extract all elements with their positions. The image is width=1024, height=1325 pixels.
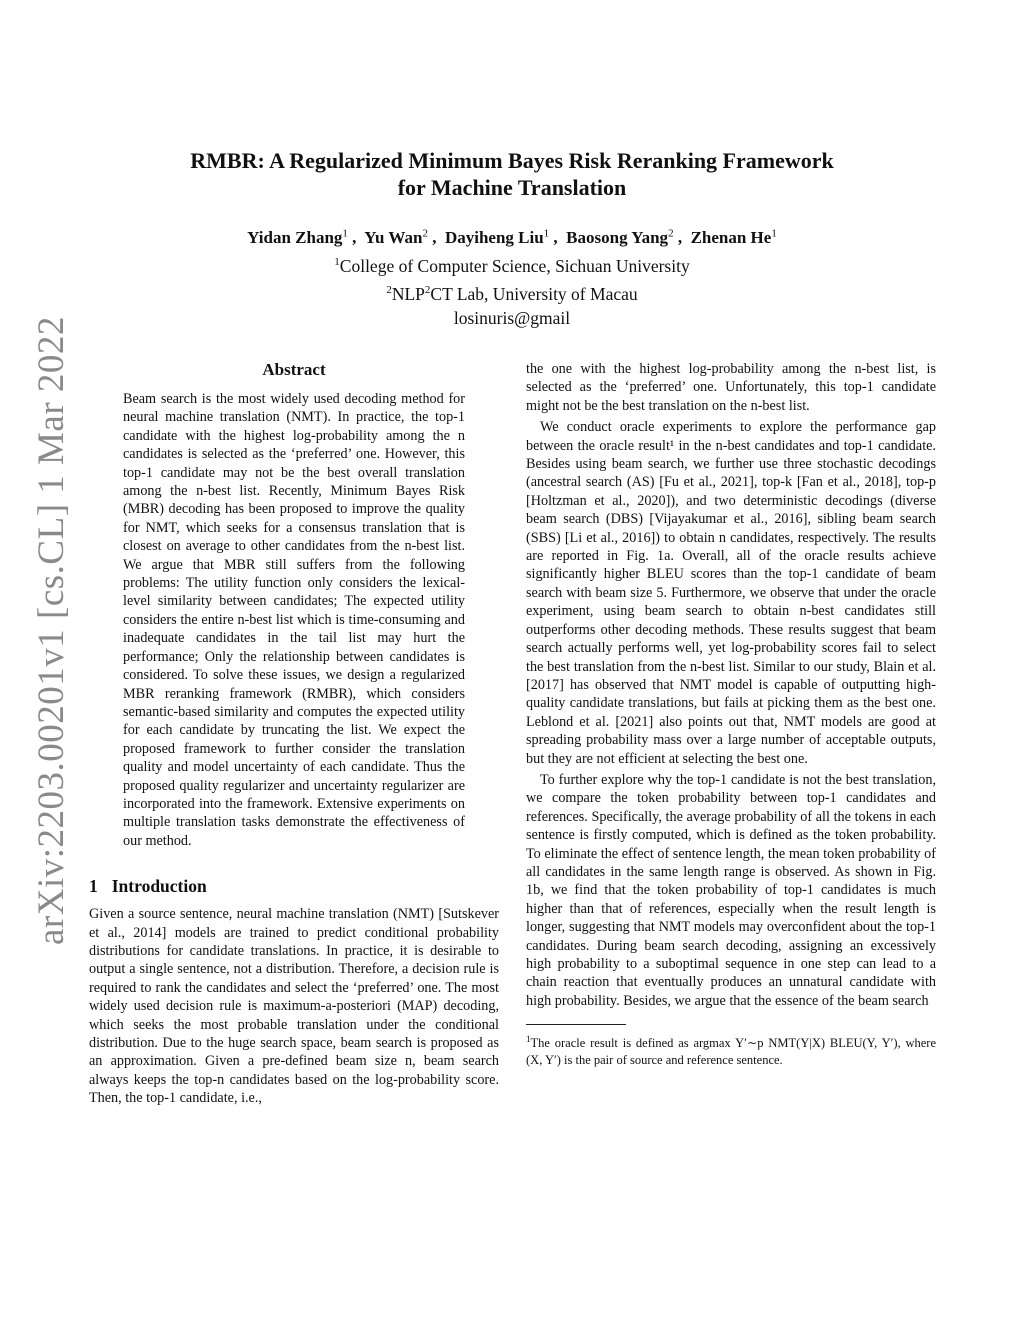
title-line-2: for Machine Translation <box>397 175 627 200</box>
author-affiliation-mark: 1 <box>543 227 550 239</box>
author-name: Yu Wan <box>364 227 423 247</box>
affiliation-mark: 2 <box>386 283 392 296</box>
author-affiliation-mark: 2 <box>668 227 674 239</box>
affiliation-text: NLP <box>391 283 425 304</box>
abstract-heading: Abstract <box>262 360 326 379</box>
arxiv-stamp: arXiv:2203.00201v1 [cs.CL] 1 Mar 2022 <box>31 316 72 945</box>
paper-title <box>100 147 924 201</box>
affiliation-1 <box>100 250 924 278</box>
footnote-1 <box>526 1031 936 1069</box>
author-affiliation-mark: 2 <box>422 227 428 239</box>
author-2 <box>364 228 428 247</box>
section-number: 1 <box>89 876 98 897</box>
affiliations <box>100 250 924 330</box>
author-4 <box>566 228 673 247</box>
affiliation-text: College of Computer Science, Sichuan University <box>339 255 690 276</box>
author-affiliation-mark: 1 <box>771 227 777 239</box>
author-name: Yidan Zhang <box>247 227 343 247</box>
affiliation-2 <box>100 278 924 306</box>
author-affiliation-mark: 1 <box>342 227 348 239</box>
affiliation-mark: 1 <box>334 256 340 268</box>
section-title: Introduction <box>111 876 207 897</box>
affiliation-text: CT Lab, University of Macau <box>430 283 638 304</box>
author-name: Dayiheng Liu <box>444 227 544 247</box>
left-column <box>89 360 499 1108</box>
section-heading-introduction <box>89 876 499 897</box>
author-1 <box>247 228 348 247</box>
author-list: Yidan Zhang$^1$ , Yu Wan$^2$ , Dayiheng Liu$^1$ , Baosong Yang$^2$ , Zhenan He$^1$ <box>247 227 777 247</box>
affiliation-superscript: 2 <box>424 283 431 296</box>
intro-paragraph-1: Given a source sentence, neural machine translation (NMT) [Sutskever et al., 2014] models are trained to predict conditional probability distributions for candidate translations. In practice, it is desirable to output a single sentence, not a distribution. Therefore, a decision rule is required to rank the candidates and select the ‘preferred’ one. The most widely used decision rule is maximum-a-posteriori (MAP) decoding, which seeks the most probable translation under the conditional distribution. Due to the huge search space, beam search is proposed as an approximation. Given a pre-defined beam size n, beam search always keeps the top-n candidates based on the log-probability score. Then, the top-1 candidate, i.e., <box>89 906 499 1107</box>
author-email: losinuris@gmail <box>453 307 571 328</box>
author-5 <box>691 228 777 247</box>
body-paragraph-1: the one with the highest log-probability among the n-best list, is selected as the ‘preferred’ one. Unfortunately, this top-1 candidate might not be the best translation on the n-best list. <box>526 361 936 414</box>
footnote-text: The oracle result is defined as argmax Y′∼p NMT(Y|X) BLEU(Y, Y′), where (X, Y′) is the pair of source and reference sentence. <box>526 1036 936 1068</box>
footnote-mark: 1 <box>526 1034 531 1045</box>
right-column <box>526 360 936 1069</box>
author-3 <box>445 228 549 247</box>
title-line-1: RMBR: A Regularized Minimum Bayes Risk Reranking Framework <box>190 148 834 173</box>
abstract-text: Beam search is the most widely used decoding method for neural machine translation (NMT). In practice, the top-1 candidate with the highest log-probability among the n candidates is selected as the ‘preferred’ one. However, this top-1 candidate may not be the best overall translation among the n-best list. Recently, Minimum Bayes Risk (MBR) decoding has been proposed to improve the quality for NMT, which seeks for a consensus translation that is closest on average to other candidates from the n-best list. We argue that MBR still suffers from the following problems: The utility function only considers the lexical-level similarity between candidates; The expected utility considers the entire n-best list which is time-consuming and inadequate candidates in the tail list may hurt the performance; Only the relationship between candidates is considered. To solve these issues, we design a regularized MBR reranking framework (RMBR), which considers semantic-based similarity and computes the expected utility for each candidate by truncating the list. We expect the proposed framework to further consider the translation quality and model uncertainty of each candidate. Thus the proposed quality regularizer and uncertainty regularizer are incorporated into the framework. Extensive experiments on multiple translation tasks demonstrate the effectiveness of our method. <box>123 391 465 849</box>
author-name: Zhenan He <box>690 227 772 247</box>
body-paragraph-2: We conduct oracle experiments to explore the performance gap between the oracle result¹ in the n-best candidates and top-1 candidate. Besides using beam search, we further use three stochastic decodings (ancestral search (AS) [Fu et al., 2021], top-k [Fan et al., 2018], top-p [Holtzman et al., 2020]), and two deterministic decodings (diverse beam search (DBS) [Vijayakumar et al., 2016], sibling beam search (SBS) [Li et al., 2016]) to obtain n candidates, respectively. The results are reported in Fig. 1a. Overall, all of the oracle results achieve significantly higher BLEU scores than the top-1 candidate of beam search with beam size 5. Furthermore, we observe that under the oracle experiment, using beam search to obtain n-best candidates still outperforms other decoding methods. These results suggest that beam search actually performs well, yet log-probability scores fail to select the best translation from the n-best list. Similar to our study, Blain et al. [2017] has observed that NMT model is capable of outputting high-quality candidate translations, but fails at picking them as the best one. Leblond et al. [2021] also points out that, NMT models are good at spreading probability mass over a large number of acceptable outputs, but they are not efficient at selecting the best one. <box>526 419 936 767</box>
body-paragraph-3: To further explore why the top-1 candidate is not the best translation, we compare the token probability between top-1 candidates and references. Specifically, the average probability of all the tokens in each sentence is firstly computed, which is defined as the token probability. To eliminate the effect of sentence length, the mean token probability of all candidates in the same length range is observed. As shown in Fig. 1b, we find that the token probability of top-1 candidates is much higher than that of references, especially when the result length is longer, suggesting that NMT models may overconfident about the top-1 candidates. During beam search decoding, assigning an excessively high probability to a suboptimal sequence in one step can lead to a chain reaction that eventually produces an unnatural candidate with high probability. Besides, we argue that the essence of the beam search <box>526 771 936 1009</box>
footnote-divider <box>526 1024 626 1025</box>
author-name: Baosong Yang <box>566 227 669 247</box>
